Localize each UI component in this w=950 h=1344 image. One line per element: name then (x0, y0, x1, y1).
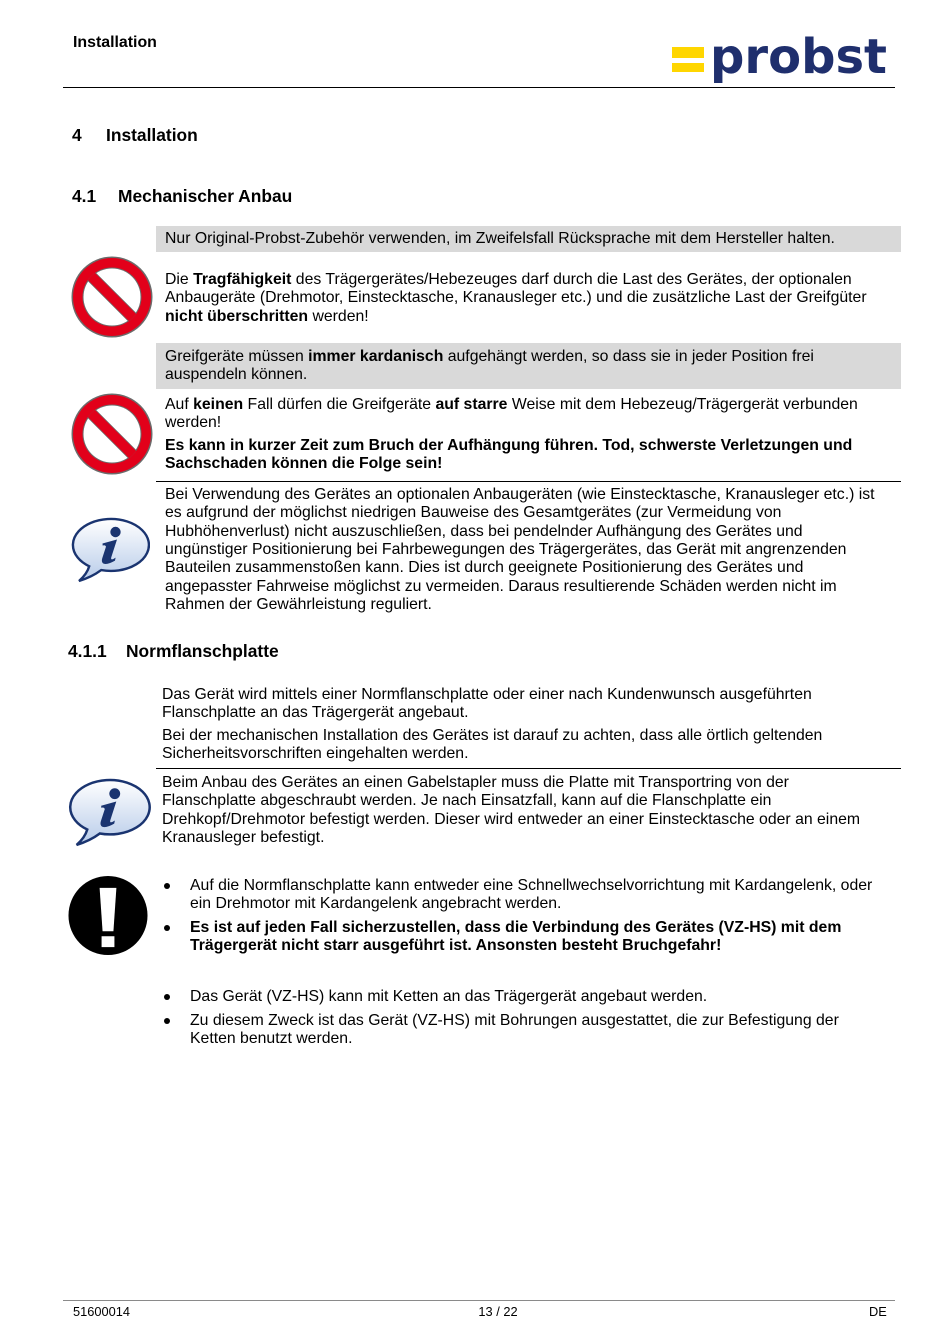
suspension-notice (156, 343, 901, 389)
text-run: Fall dürfen die Greifgeräte (243, 395, 436, 413)
bullet-item (190, 988, 707, 1006)
bold-text-run: Tragfähigkeit (193, 270, 292, 288)
bold-text-run: auf starre (435, 395, 508, 413)
info-icon (67, 778, 151, 847)
block-divider (156, 768, 901, 769)
text-run: Das Gerät wird mittels einer Normflanschplatte oder einer nach Kundenwunsch ausgeführten Flanschplatte an das Trägergerät angebaut. (162, 685, 812, 722)
exclamation-icon (67, 875, 149, 956)
bullet-dot (164, 883, 170, 889)
text-run: Zu diesem Zweck ist das Gerät (VZ-HS) mit Bohrungen ausgestattet, die zur Befestigung der Ketten benutzt werden. (190, 1011, 839, 1048)
language-code: DE (869, 1303, 887, 1319)
info-icon (70, 517, 150, 583)
text-run: Das Gerät (VZ-HS) kann mit Ketten an das Trägergerät angebaut werden. (190, 987, 708, 1005)
running-header-title: Installation (73, 33, 157, 51)
footer-divider (63, 1300, 895, 1301)
document-number: 51600014 (73, 1303, 130, 1319)
text-run: Nur Original-Probst-Zubehör verwenden, im Zweifelsfall Rücksprache mit dem Hersteller halten. (165, 229, 835, 247)
subsection-number: 4.1.1 (68, 640, 107, 661)
accessory-notice (156, 226, 901, 252)
block-divider (156, 481, 901, 482)
bold-text-run: Es ist auf jeden Fall sicherzustellen, dass die Verbindung des Gerätes (VZ-HS) mit dem Trägergerät nicht starr ausgeführt ist. Ansonsten besteht Bruchgefahr! (190, 918, 842, 955)
rigid-mount-consequence-text (165, 437, 852, 474)
section-title: Mechanischer Anbau (118, 185, 293, 206)
text-run: des Trägergerätes/Hebezeuges darf durch die Last des Gerätes, der optionalen Anbaugeräte (Drehmotor, Einstecktasche, Kranausleger etc.) und die zusätzliche Last der Greifgüter (165, 270, 867, 307)
safety-regulations-paragraph (162, 727, 822, 764)
bullet-item (190, 877, 872, 914)
chapter-number: 4 (72, 124, 82, 145)
page-number: 13 / 22 (478, 1303, 518, 1319)
text-run: Greifgeräte müssen (165, 347, 309, 365)
text-run: werden! (308, 307, 369, 325)
text-run: Auf die Normflanschplatte kann entweder eine Schnellwechselvorrichtung mit Kardangelenk, oder ein Drehmotor mit Kardangelenk angebracht werden. (190, 876, 873, 913)
forklift-info-text (162, 774, 860, 848)
bold-text-run: Es kann in kurzer Zeit zum Bruch der Aufhängung führen. Tod, schwerste Verletzungen und Sachschaden können die Folge sein! (165, 436, 853, 473)
subsection-title: Normflanschplatte (126, 640, 279, 661)
logo-bar-top (672, 47, 704, 58)
probst-logo (668, 34, 890, 86)
bullet-item (190, 1012, 839, 1049)
header-divider (63, 87, 895, 88)
bold-text-run: keinen (193, 395, 244, 413)
bullet-dot (164, 994, 170, 1000)
text-run: Die (165, 270, 194, 288)
mounting-paragraph (162, 686, 812, 723)
text-run: Weise mit dem Hebezeug/Trägergerät verbunden werden! (165, 395, 858, 432)
section-number: 4.1 (72, 185, 97, 206)
text-run: Auf (165, 395, 194, 413)
bullet-dot (164, 1018, 170, 1024)
collision-info-text (165, 486, 875, 615)
rigid-mount-warning-text (165, 396, 858, 433)
prohibition-icon (69, 255, 155, 339)
text-run: Bei Verwendung des Gerätes an optionalen Anbaugeräten (wie Einstecktasche, Kranausleger etc.) ist es aufgrund der möglichst niedrigen Bauweise des Gesamtgerätes (zur Vermeidung von Hubhöhenverlust) nicht auszuschließen, dass bei pendelnder Aufhängung des Gerätes und ungünstiger Positionierung bei Fahrbewegungen des Trägergerätes, das Gerät mit angrenzenden Bauteilen zusammenstoßen kann. Dies ist durch geeignete Positionierung des Gerätes und angepasster Fahrweise möglichst zu vermeiden. Daraus resultierende Schäden werden nicht im Rahmen der Gewährleistung reguliert. (165, 485, 875, 614)
logo-wordmark: probst (710, 34, 887, 85)
text-run: Bei der mechanischen Installation des Gerätes ist darauf zu achten, dass alle örtlich geltenden Sicherheitsvorschriften eingehalten werden. (162, 726, 823, 763)
chapter-title: Installation (106, 124, 198, 145)
bold-text-run: nicht überschritten (165, 307, 309, 325)
prohibition-icon (69, 392, 155, 476)
bullet-dot (164, 925, 170, 931)
text-run: Beim Anbau des Gerätes an einen Gabelstapler muss die Platte mit Transportring von der Flanschplatte abgeschraubt werden. Je nach Einsatzfall, kann auf die Flanschplatte ein Drehkopf/Drehmotor befestigt werden. Dieser wird entweder an einer Einstecktasche oder an einem Kranausleger befestigt. (162, 773, 861, 847)
logo-bar-bottom (672, 63, 704, 72)
load-capacity-warning-text (165, 271, 867, 326)
text-run: aufgehängt werden, so dass sie in jeder Position frei auspendeln können. (165, 347, 814, 384)
bullet-item (190, 919, 841, 956)
bold-text-run: immer kardanisch (308, 347, 444, 365)
